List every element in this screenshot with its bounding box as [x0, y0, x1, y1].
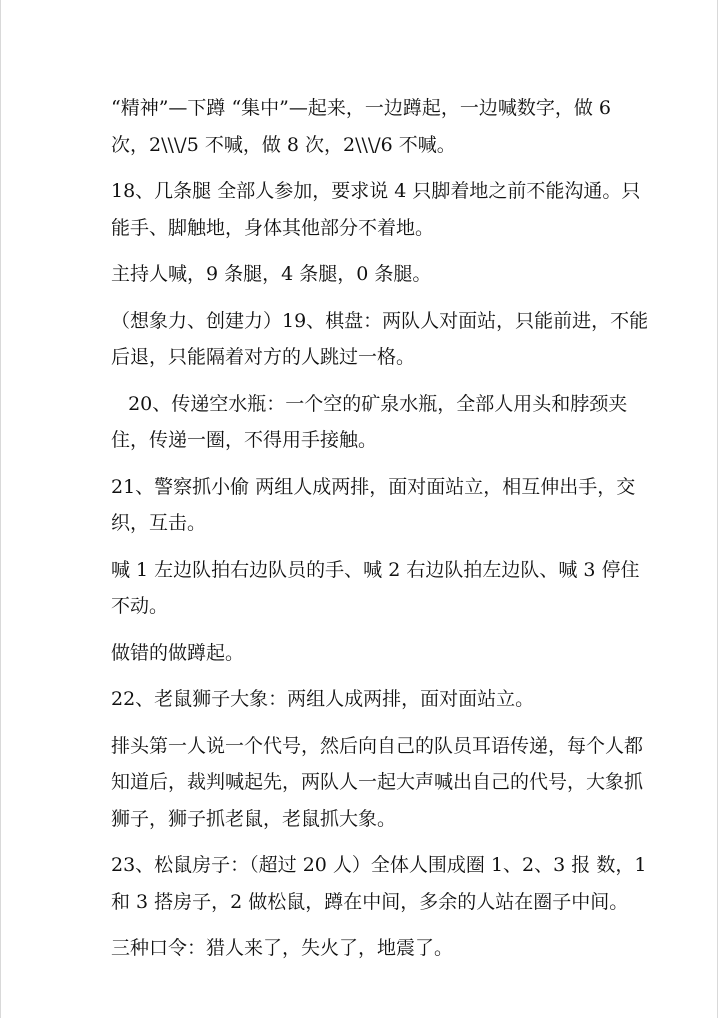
paragraph-game-19: （想象力、创建力）19、棋盘：两队人对面站，只能前进，不能后退，只能隔着对方的人跳过一格。	[111, 309, 649, 368]
paragraph-squat-rule: “精神”—下蹲 “集中”—起来，一边蹲起，一边喊数字，做 6 次，2\\\/5 不喊，做 8 次，2\\\/6 不喊。	[111, 97, 618, 156]
paragraph-game-23-commands: 三种口令：猎人来了，失火了，地震了。	[111, 937, 454, 959]
paragraph-game-22-rules: 排头第一人说一个代号，然后向自己的队员耳语传递，每个人都知道后，裁判喊起先，两队人一起大声喊出自己的代号，大象抓狮子，狮子抓老鼠，老鼠抓大象。	[111, 734, 644, 830]
paragraph-game-21: 21、警察抓小偷 两组人成两排，面对面站立，相互伸出手，交织，互击。	[111, 475, 636, 534]
paragraph-game-22: 22、老鼠狮子大象：两组人成两排，面对面站立。	[111, 688, 535, 710]
paragraph-game-23: 23、松鼠房子：（超过 20 人）全体人围成圈 1、2、3 报 数，1 和 3 搭房子，2 做松鼠，蹲在中间，多余的人站在圈子中间。	[111, 854, 653, 913]
paragraph-game-21-rules: 喊 1 左边队拍右边队员的手、喊 2 右边队拍左边队、喊 3 停住不动。	[111, 558, 640, 617]
paragraph-game-20: 20、传递空水瓶：一个空的矿泉水瓶，全部人用头和脖颈夹住，传递一圈，不得用手接触。	[111, 392, 628, 451]
paragraph-game-18: 18、几条腿 全部人参加，要求说 4 只脚着地之前不能沟通。只能手、脚触地，身体其他部分不着地。	[111, 180, 641, 239]
paragraph-game-21-penalty: 做错的做蹲起。	[111, 641, 245, 664]
document-body	[111, 90, 651, 967]
paragraph-host-call: 主持人喊，9 条腿，4 条腿，0 条腿。	[111, 263, 432, 285]
